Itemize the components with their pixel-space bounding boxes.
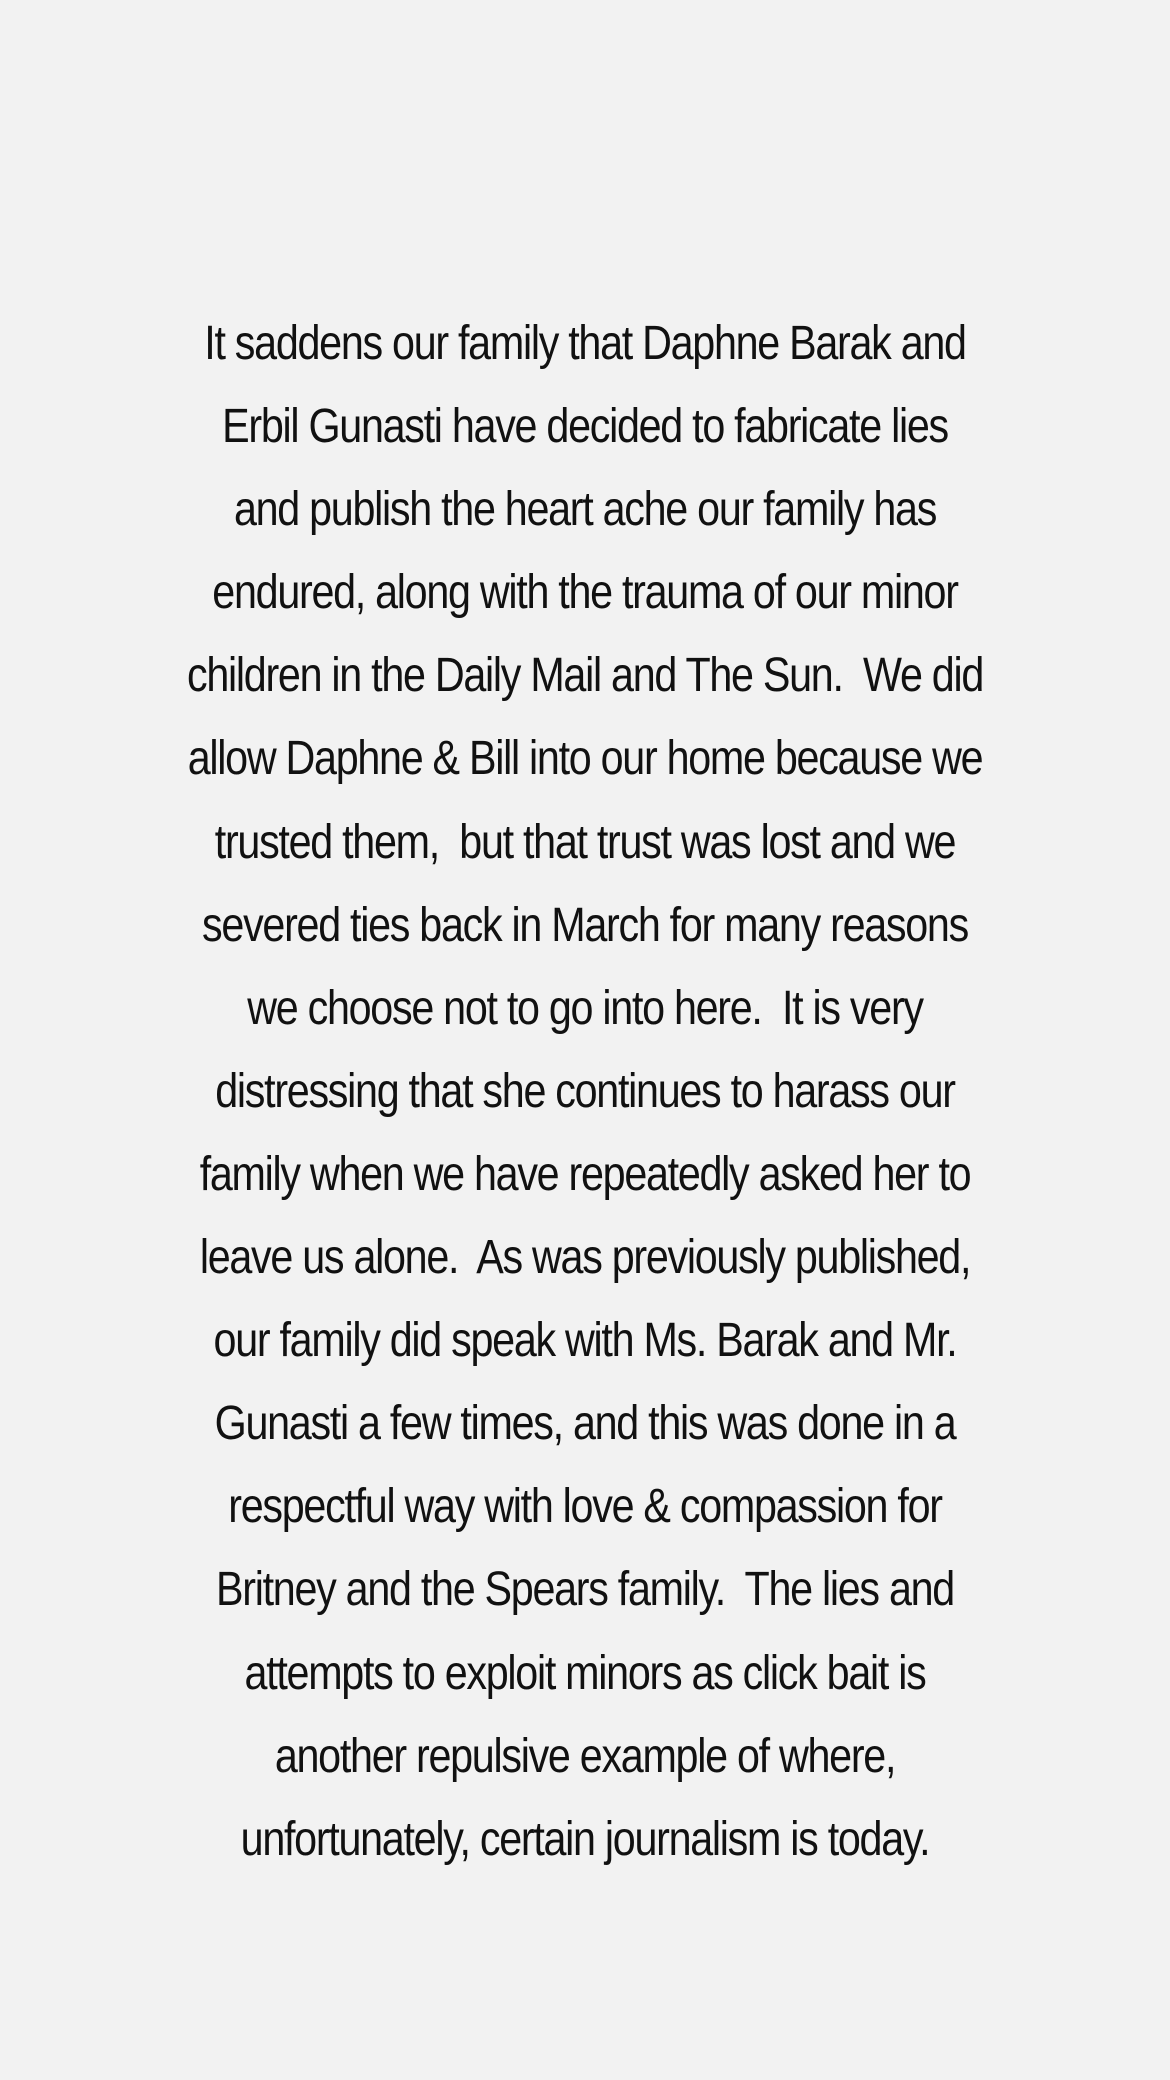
- story-line: we choose not to go into here. It is very: [247, 981, 923, 1035]
- story-line: Britney and the Spears family. The lies and: [216, 1563, 954, 1617]
- story-line: trusted them, but that trust was lost and we: [214, 815, 956, 869]
- story-line: endured, along with the trauma of our minor: [212, 566, 958, 620]
- story-line: allow Daphne & Bill into our home because we: [187, 732, 983, 786]
- story-line: another repulsive example of where,: [274, 1729, 896, 1783]
- story-line: our family did speak with Ms. Barak and Mr.: [213, 1314, 957, 1368]
- story-line: leave us alone. As was previously published,: [199, 1231, 971, 1285]
- story-line: attempts to exploit minors as click bait is: [244, 1646, 926, 1700]
- story-line: and publish the heart ache our family has: [233, 483, 937, 537]
- story-line: children in the Daily Mail and The Sun. We did: [186, 649, 984, 703]
- story-line: distressing that she continues to harass our: [215, 1064, 955, 1118]
- story-line: respectful way with love & compassion for: [228, 1480, 942, 1534]
- story-line: Gunasti a few times, and this was done in a: [214, 1397, 956, 1451]
- story-text-block: [82, 302, 1088, 1881]
- story-line: family when we have repeatedly asked her to: [199, 1147, 971, 1201]
- story-line: unfortunately, certain journalism is today.: [240, 1812, 930, 1866]
- story-line: severed ties back in March for many reasons: [202, 898, 968, 952]
- story-line: Erbil Gunasti have decided to fabricate lies: [222, 400, 948, 454]
- story-line: It saddens our family that Daphne Barak and: [204, 317, 966, 370]
